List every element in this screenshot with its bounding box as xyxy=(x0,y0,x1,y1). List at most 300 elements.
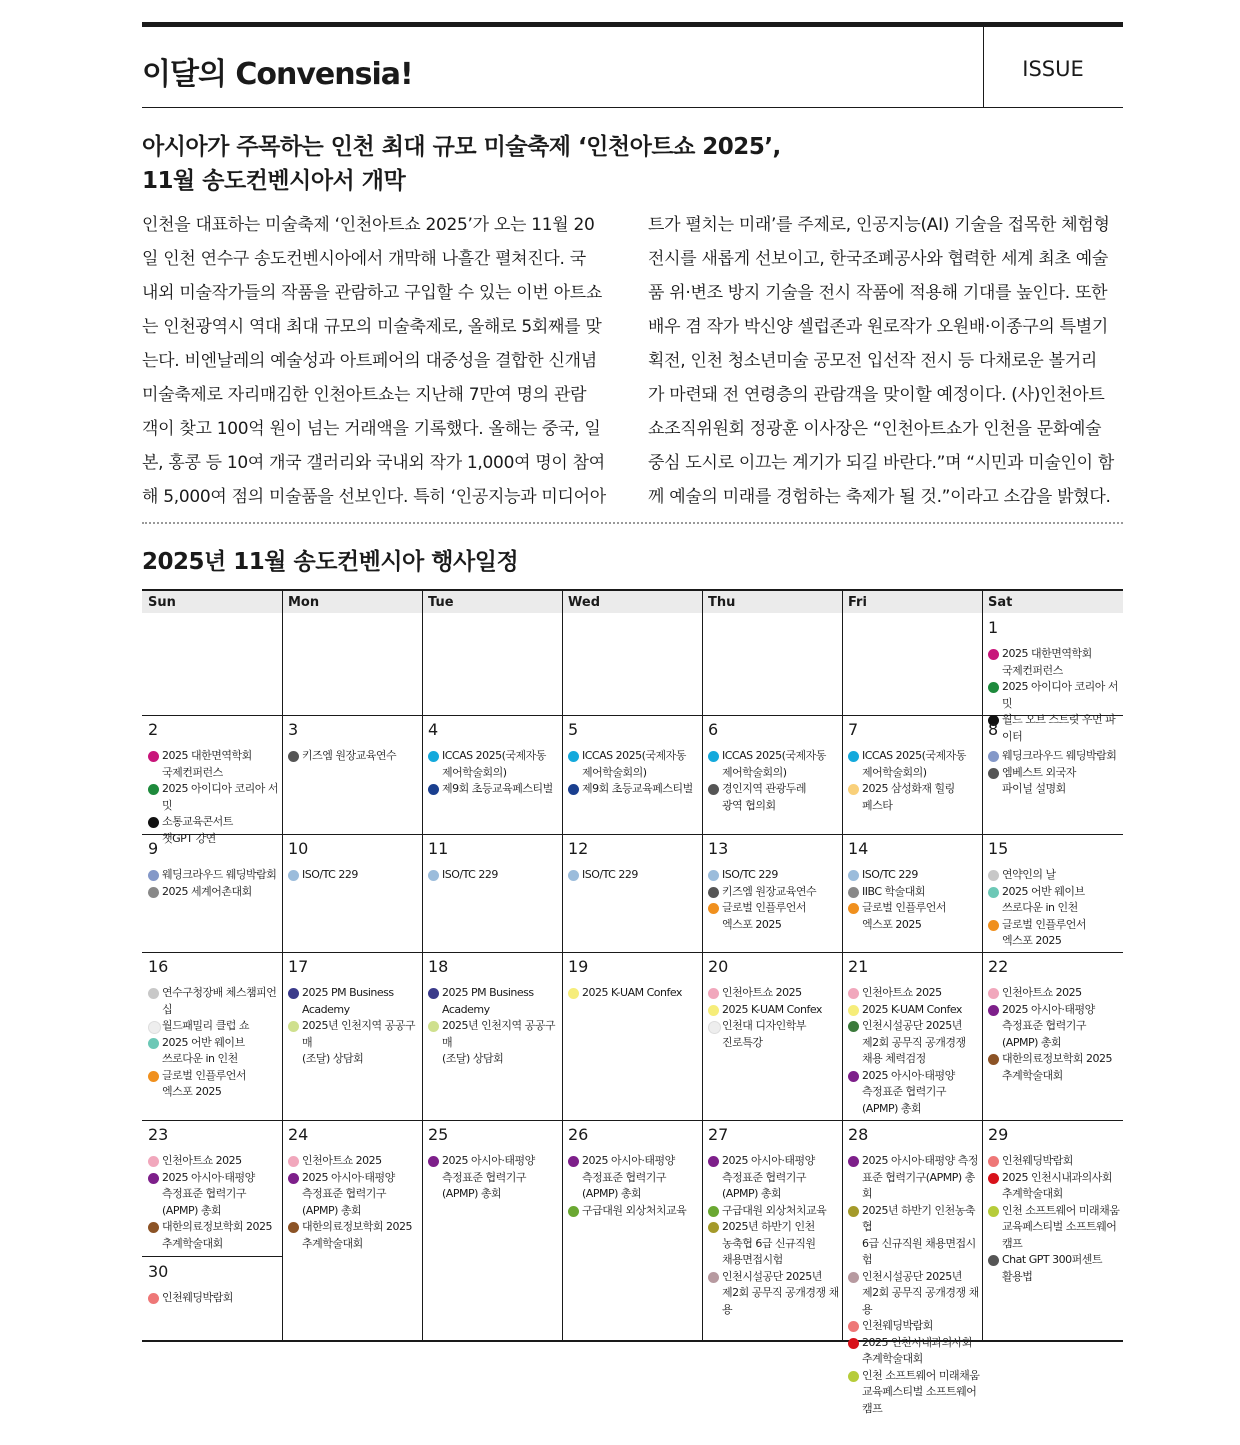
calendar-event[interactable] xyxy=(848,985,982,1002)
day-number: 3 xyxy=(288,720,299,739)
calendar-event[interactable] xyxy=(428,1153,562,1203)
calendar-event[interactable] xyxy=(988,748,1122,765)
calendar-event[interactable] xyxy=(988,1252,1122,1285)
event-color-dot-icon xyxy=(148,817,159,828)
event-color-dot-icon xyxy=(148,1021,161,1034)
day-number: 27 xyxy=(708,1125,729,1144)
event-color-dot-icon xyxy=(288,870,299,881)
event-color-dot-icon xyxy=(288,988,299,999)
article-headline xyxy=(142,130,1123,198)
event-color-dot-icon xyxy=(848,887,859,898)
article-line: 획전, 인천 청소년미술 공모전 입선작 전시 등 다채로운 볼거리 xyxy=(648,351,1097,371)
event-color-dot-icon xyxy=(708,870,719,881)
event-color-dot-icon xyxy=(988,887,999,898)
calendar-event[interactable] xyxy=(148,1018,282,1035)
calendar-event[interactable] xyxy=(708,884,842,901)
weekday-header-tue: Tue xyxy=(422,591,562,613)
event-label: 글로벌 인플루언서 엑스포 2025 xyxy=(162,1068,247,1098)
calendar-event[interactable] xyxy=(988,1203,1122,1253)
event-label: 인천시설공단 2025년 제2회 공무직 공개경쟁 채용 체력검정 xyxy=(862,1019,966,1065)
article-line: 는 인천광역시 역대 최대 규모의 미술축제로, 올해로 5회째를 맞 xyxy=(142,317,602,337)
event-label: 글로벌 인플루언서 엑스포 2025 xyxy=(722,901,807,931)
event-color-dot-icon xyxy=(148,1071,159,1082)
calendar-event[interactable] xyxy=(708,867,842,884)
calendar-event[interactable] xyxy=(148,1219,282,1252)
calendar-event[interactable] xyxy=(848,1368,982,1418)
event-color-dot-icon xyxy=(428,1156,439,1167)
article-line: 인천을 대표하는 미술축제 ‘인천아트쇼 2025’가 오는 11월 20 xyxy=(142,215,595,235)
event-label: 인천아트쇼 2025 xyxy=(862,986,942,999)
weekday-header-thu: Thu xyxy=(702,591,842,613)
event-label: 2025 대한면역학회 국제컨퍼런스 xyxy=(162,749,252,779)
event-color-dot-icon xyxy=(988,1173,999,1184)
calendar-event[interactable] xyxy=(288,1170,422,1220)
article-line: 전시를 새롭게 선보이고, 한국조폐공사와 협력한 세계 최초 예술 xyxy=(648,249,1109,269)
calendar-event[interactable] xyxy=(708,1153,842,1203)
event-color-dot-icon xyxy=(988,870,999,881)
event-label: 2025 아시아·태평양 측정표준 협력기구 (APMP) 총회 xyxy=(162,1170,255,1217)
day-number: 8 xyxy=(988,720,999,739)
day-number: 18 xyxy=(428,957,449,976)
event-color-dot-icon xyxy=(848,1321,859,1332)
calendar-day-2[interactable] xyxy=(142,715,282,847)
article-line: 해 5,000여 점의 미술품을 선보인다. 특히 ‘인공지능과 미디어아 xyxy=(142,487,606,507)
event-color-dot-icon xyxy=(988,1206,999,1217)
calendar-event[interactable] xyxy=(148,1153,282,1170)
day-number: 2 xyxy=(148,720,159,739)
event-color-dot-icon xyxy=(148,784,159,795)
event-color-dot-icon xyxy=(708,887,719,898)
event-label: 키즈엠 원장교육연수 xyxy=(302,749,397,762)
event-color-dot-icon xyxy=(848,870,859,881)
calendar-event[interactable] xyxy=(848,900,982,933)
calendar-event[interactable] xyxy=(848,1318,982,1335)
calendar-event[interactable] xyxy=(428,781,562,798)
event-color-dot-icon xyxy=(148,1222,159,1233)
event-color-dot-icon xyxy=(848,751,859,762)
calendar-event[interactable] xyxy=(568,781,702,798)
event-label: 2025 아시아·태평양 측정표준 협력기구 (APMP) 총회 xyxy=(722,1154,815,1200)
day-number: 19 xyxy=(568,957,589,976)
calendar-day-27[interactable] xyxy=(702,1120,842,1318)
article-line: 중심 도시로 이끄는 계기가 되길 바란다.”며 “시민과 미술인이 함 xyxy=(648,453,1114,473)
calendar-event[interactable] xyxy=(708,781,842,814)
event-label: 제9회 초등교육페스티벌 xyxy=(582,782,693,795)
event-label: 소통교육콘서트 챗GPT 강연 xyxy=(162,815,233,845)
event-label: 인천아트쇼 2025 xyxy=(302,1154,382,1167)
calendar-day-4[interactable] xyxy=(422,715,562,798)
event-label: 구급대원 외상처치교육 xyxy=(582,1203,687,1217)
event-color-dot-icon xyxy=(148,1156,159,1167)
event-label: 2025 K-UAM Confex xyxy=(582,986,682,999)
event-label: 제9회 초등교육페스티벌 xyxy=(442,782,553,795)
calendar-event[interactable] xyxy=(148,1068,282,1101)
calendar-event[interactable] xyxy=(148,884,282,901)
calendar-day-13[interactable] xyxy=(702,834,842,933)
article-line: 객이 찾고 100억 원이 넘는 거래액을 기록했다. 올해는 중국, 일 xyxy=(142,419,601,439)
calendar-event[interactable] xyxy=(148,1170,282,1220)
article-column-2 xyxy=(648,208,1123,514)
article-line: 께 예술의 미래를 경험하는 축제가 될 것.”이라고 소감을 밝혔다. xyxy=(648,487,1111,507)
calendar-event[interactable] xyxy=(988,884,1122,917)
calendar-event[interactable] xyxy=(848,884,982,901)
calendar-event[interactable] xyxy=(848,1068,982,1118)
dotted-divider xyxy=(142,522,1123,524)
calendar-event[interactable] xyxy=(148,867,282,884)
event-color-dot-icon xyxy=(848,903,859,914)
day-number: 29 xyxy=(988,1125,1009,1144)
calendar-event[interactable] xyxy=(708,900,842,933)
event-label: 2025 K-UAM Confex xyxy=(862,1002,962,1016)
event-label: 2025년 하반기 인천 농축협 6급 신규직원 채용면접시험 xyxy=(722,1220,816,1266)
event-color-dot-icon xyxy=(848,1005,859,1016)
event-label: 2025 어반 웨이브 쓰로다운 in 인천 xyxy=(1002,884,1085,914)
event-color-dot-icon xyxy=(428,1021,439,1032)
article-line: 품 위·변조 방지 기술을 전시 작품에 적용해 기대를 높인다. 또한 xyxy=(648,283,1108,303)
calendar-event[interactable] xyxy=(288,867,422,884)
day-number: 28 xyxy=(848,1125,869,1144)
event-color-dot-icon xyxy=(428,870,439,881)
event-color-dot-icon xyxy=(848,1272,859,1283)
event-color-dot-icon xyxy=(708,784,719,795)
event-label: 인천시설공단 2025년 제2회 공무직 공개경쟁 채용 xyxy=(862,1269,979,1316)
event-label: 엠베스트 외국자 파이널 설명회 xyxy=(1002,765,1076,795)
event-color-dot-icon xyxy=(148,1293,159,1304)
calendar-event[interactable] xyxy=(428,985,562,1018)
article-line: 미술축제로 자리매김한 인천아트쇼는 지난해 7만여 명의 관람 xyxy=(142,385,587,405)
calendar-day-24[interactable] xyxy=(282,1120,422,1252)
day-number: 23 xyxy=(148,1125,169,1144)
event-label: 웨딩크라우드 웨딩박람회 xyxy=(162,868,277,881)
event-label: ISO/TC 229 xyxy=(302,868,358,881)
event-label: 2025 아시아·태평양 측정표준 협력기구 (APMP) 총회 xyxy=(442,1154,535,1200)
calendar-day-29[interactable] xyxy=(982,1120,1122,1285)
event-color-dot-icon xyxy=(988,1054,999,1065)
event-calendar xyxy=(142,589,1123,1415)
calendar-event[interactable] xyxy=(848,1153,982,1203)
calendar-event[interactable] xyxy=(848,1335,982,1368)
day-number: 22 xyxy=(988,957,1009,976)
calendar-day-9[interactable] xyxy=(142,834,282,900)
event-label: 웨딩크라우드 웨딩박람회 xyxy=(1002,749,1117,762)
calendar-event[interactable] xyxy=(988,867,1122,884)
calendar-day-3[interactable] xyxy=(282,715,422,765)
calendar-event[interactable] xyxy=(568,867,702,884)
calendar-event[interactable] xyxy=(988,1002,1122,1052)
event-color-dot-icon xyxy=(848,1371,859,1382)
event-color-dot-icon xyxy=(988,682,999,693)
article-line: 일 인천 연수구 송도컨벤시아에서 개막해 나흘간 펼쳐진다. 국 xyxy=(142,249,586,269)
page-title: 이달의 Convensia! xyxy=(142,57,413,92)
calendar-event[interactable] xyxy=(708,1269,842,1319)
calendar-day-25[interactable] xyxy=(422,1120,562,1203)
event-label: 2025 어반 웨이브 쓰로다운 in 인천 xyxy=(162,1035,245,1065)
event-label: ISO/TC 229 xyxy=(722,868,778,881)
day-number: 4 xyxy=(428,720,439,739)
article-line: 는다. 비엔날레의 예술성과 아트페어의 대중성을 결합한 신개념 xyxy=(142,351,597,371)
event-label: 인천아트쇼 2025 xyxy=(1002,986,1082,999)
article-line: 본, 홍콩 등 10여 개국 갤러리와 국내외 작가 1,000여 명이 참여 xyxy=(142,453,605,473)
calendar-day-17[interactable] xyxy=(282,952,422,1068)
event-color-dot-icon xyxy=(708,988,719,999)
event-label: 2025 아시아·태평양 측정표준 협력기구 (APMP) 총회 xyxy=(302,1170,395,1217)
article-line: 배우 겸 작가 박신양 셀럽존과 원로작가 오원배·이종구의 특별기 xyxy=(648,317,1109,337)
day-number: 30 xyxy=(148,1262,169,1281)
event-label: 글로벌 인플루언서 엑스포 2025 xyxy=(862,901,947,931)
day-number: 9 xyxy=(148,839,159,858)
calendar-event[interactable] xyxy=(708,1219,842,1269)
event-color-dot-icon xyxy=(288,751,299,762)
calendar-event[interactable] xyxy=(708,1203,842,1220)
event-label: 2025 인천시내과의사회 추계학술대회 xyxy=(1002,1170,1112,1200)
event-label: 연약인의 날 xyxy=(1002,868,1056,881)
calendar-day-7[interactable] xyxy=(842,715,982,814)
weekday-header-sun: Sun xyxy=(142,591,282,613)
event-label: ISO/TC 229 xyxy=(442,868,498,881)
calendar-event[interactable] xyxy=(988,1170,1122,1203)
calendar-event[interactable] xyxy=(148,1035,282,1068)
event-label: 인천 소프트웨어 미래채움 교육페스티벌 소프트웨어 캠프 xyxy=(1002,1203,1120,1250)
event-label: ISO/TC 229 xyxy=(862,868,918,881)
event-label: 인천시설공단 2025년 제2회 공무직 공개경쟁 채용 xyxy=(722,1269,839,1316)
calendar-event[interactable] xyxy=(568,1203,702,1220)
article-line: 내외 미술작가들의 작품을 관람하고 구입할 수 있는 이번 아트쇼 xyxy=(142,283,603,303)
day-number: 5 xyxy=(568,720,579,739)
calendar-day-5[interactable] xyxy=(562,715,702,798)
event-color-dot-icon xyxy=(848,1071,859,1082)
day-number: 26 xyxy=(568,1125,589,1144)
event-color-dot-icon xyxy=(708,1005,719,1016)
calendar-event[interactable] xyxy=(148,1290,282,1307)
calendar-event[interactable] xyxy=(568,748,702,781)
event-color-dot-icon xyxy=(148,751,159,762)
calendar-day-15[interactable] xyxy=(982,834,1122,950)
event-label: 2025 아시아·태평양 측정표준 협력기구 (APMP) 총회 xyxy=(862,1068,955,1115)
calendar-event[interactable] xyxy=(428,748,562,781)
calendar-day-19[interactable] xyxy=(562,952,702,1002)
event-color-dot-icon xyxy=(428,988,439,999)
calendar-event[interactable] xyxy=(568,1153,702,1203)
event-color-dot-icon xyxy=(848,1338,859,1349)
weekday-header-mon: Mon xyxy=(282,591,422,613)
calendar-event[interactable] xyxy=(288,748,422,765)
calendar-event[interactable] xyxy=(848,1018,982,1068)
event-label: 키즈엠 원장교육연수 xyxy=(722,884,817,898)
event-color-dot-icon xyxy=(148,1173,159,1184)
event-label: Chat GPT 300퍼센트 활용법 xyxy=(1002,1253,1102,1283)
event-label: 2025 세계어촌대회 xyxy=(162,884,252,898)
event-color-dot-icon xyxy=(288,1021,299,1032)
event-label: 인천아트쇼 2025 xyxy=(162,1154,242,1167)
day-number: 14 xyxy=(848,839,869,858)
weekday-header-fri: Fri xyxy=(842,591,982,613)
calendar-day-21[interactable] xyxy=(842,952,982,1117)
calendar-event[interactable] xyxy=(148,781,282,814)
event-color-dot-icon xyxy=(988,649,999,660)
event-color-dot-icon xyxy=(288,1156,299,1167)
event-color-dot-icon xyxy=(708,1206,719,1217)
calendar-day-14[interactable] xyxy=(842,834,982,933)
calendar-day-6[interactable] xyxy=(702,715,842,814)
event-label: 2025 K-UAM Confex xyxy=(722,1002,822,1016)
calendar-day-10[interactable] xyxy=(282,834,422,884)
event-label: 2025 아시아·태평양 측정 표준 협력기구(APMP) 총회 xyxy=(862,1154,978,1200)
article-line: 트가 펼치는 미래’를 주제로, 인공지능(AI) 기술을 접목한 체험형 xyxy=(648,215,1110,235)
day-number: 24 xyxy=(288,1125,309,1144)
event-label: 구급대원 외상처치교육 xyxy=(722,1203,827,1217)
event-label: 연수구청장배 체스챔피언십 xyxy=(162,986,277,1016)
event-color-dot-icon xyxy=(568,870,579,881)
day-number: 12 xyxy=(568,839,589,858)
event-color-dot-icon xyxy=(988,1005,999,1016)
event-color-dot-icon xyxy=(148,887,159,898)
event-color-dot-icon xyxy=(988,1156,999,1167)
event-color-dot-icon xyxy=(848,1206,859,1217)
day-number: 16 xyxy=(148,957,169,976)
event-label: 인천웨딩박람회 xyxy=(1002,1154,1073,1167)
calendar-event[interactable] xyxy=(988,1051,1122,1084)
event-color-dot-icon xyxy=(428,751,439,762)
event-color-dot-icon xyxy=(988,988,999,999)
calendar-event[interactable] xyxy=(148,748,282,781)
event-color-dot-icon xyxy=(848,1156,859,1167)
day-number: 15 xyxy=(988,839,1009,858)
event-label: 인천웨딩박람회 xyxy=(162,1291,233,1304)
event-color-dot-icon xyxy=(568,988,579,999)
weekday-header-sat: Sat xyxy=(982,591,1123,613)
event-label: 월드 오브 스트릿 우먼 파이터 xyxy=(1002,713,1116,743)
article-column-1 xyxy=(142,208,617,514)
calendar-event[interactable] xyxy=(848,1269,982,1319)
calendar-day-18[interactable] xyxy=(422,952,562,1068)
calendar-day-26[interactable] xyxy=(562,1120,702,1219)
event-label: 2025 인천시내과의사회 추계학술대회 xyxy=(862,1335,972,1365)
event-label: 2025 아시아·태평양 측정표준 협력기구 (APMP) 총회 xyxy=(1002,1002,1095,1049)
event-label: 2025 PM Business Academy xyxy=(302,986,394,1016)
calendar-event[interactable] xyxy=(988,985,1122,1002)
event-label: 글로벌 인플루언서 엑스포 2025 xyxy=(1002,917,1087,947)
calendar-day-23[interactable] xyxy=(142,1120,282,1252)
event-label: 인천대 디자인학부 진로특강 xyxy=(722,1019,807,1049)
calendar-day-12[interactable] xyxy=(562,834,702,884)
header xyxy=(142,27,1123,108)
event-label: 경인지역 관광두레 광역 협의회 xyxy=(722,782,807,812)
event-label: ICCAS 2025(국제자동 제어학술회의) xyxy=(582,749,686,779)
calendar-event[interactable] xyxy=(708,1018,842,1051)
calendar-event[interactable] xyxy=(848,1203,982,1269)
calendar-day-22[interactable] xyxy=(982,952,1122,1084)
calendar-event[interactable] xyxy=(568,985,702,1002)
event-color-dot-icon xyxy=(708,1156,719,1167)
event-label: 2025 아이디아 코리아 서밋 xyxy=(162,782,278,812)
weekday-header-wed: Wed xyxy=(562,591,702,613)
event-label: 인천아트쇼 2025 xyxy=(722,986,802,999)
day-number: 25 xyxy=(428,1125,449,1144)
calendar-event[interactable] xyxy=(988,646,1122,679)
calendar-event[interactable] xyxy=(428,1018,562,1068)
schedule-title: 2025년 11월 송도컨벤시아 행사일정 xyxy=(142,549,519,575)
event-color-dot-icon xyxy=(988,751,999,762)
event-label: ICCAS 2025(국제자동 제어학술회의) xyxy=(862,749,966,779)
event-color-dot-icon xyxy=(708,751,719,762)
event-label: 월드패밀리 클럽 쇼 xyxy=(162,1019,250,1032)
day-number: 13 xyxy=(708,839,729,858)
event-color-dot-icon xyxy=(988,1255,999,1266)
calendar-event[interactable] xyxy=(148,985,282,1018)
event-color-dot-icon xyxy=(148,1038,159,1049)
event-label: 2025 아시아·태평양 측정표준 협력기구 (APMP) 총회 xyxy=(582,1154,675,1200)
event-color-dot-icon xyxy=(708,1272,719,1283)
event-color-dot-icon xyxy=(848,988,859,999)
event-color-dot-icon xyxy=(568,784,579,795)
calendar-event[interactable] xyxy=(988,679,1122,712)
event-color-dot-icon xyxy=(848,1021,859,1032)
calendar-day-30[interactable] xyxy=(142,1257,282,1307)
event-label: 대한의료정보학회 2025 추계학술대회 xyxy=(162,1220,272,1250)
event-color-dot-icon xyxy=(568,1206,579,1217)
event-color-dot-icon xyxy=(428,784,439,795)
day-number: 21 xyxy=(848,957,869,976)
event-label: IIBC 학술대회 xyxy=(862,884,926,898)
day-number: 11 xyxy=(428,839,449,858)
day-number: 10 xyxy=(288,839,309,858)
calendar-event[interactable] xyxy=(288,985,422,1018)
calendar-day-16[interactable] xyxy=(142,952,282,1101)
event-color-dot-icon xyxy=(708,903,719,914)
calendar-event[interactable] xyxy=(848,1002,982,1019)
calendar-event[interactable] xyxy=(988,917,1122,950)
event-color-dot-icon xyxy=(848,784,859,795)
headline-line: 아시아가 주목하는 인천 최대 규모 미술축제 ‘인천아트쇼 2025’, xyxy=(142,134,781,160)
event-label: 2025년 인천지역 공공구매 (조달) 상담회 xyxy=(302,1019,415,1065)
calendar-event[interactable] xyxy=(708,1002,842,1019)
calendar-day-28[interactable] xyxy=(842,1120,982,1417)
event-color-dot-icon xyxy=(148,870,159,881)
calendar-event[interactable] xyxy=(288,1219,422,1252)
day-number: 1 xyxy=(988,618,999,637)
calendar-event[interactable] xyxy=(848,748,982,781)
event-color-dot-icon xyxy=(148,988,159,999)
calendar-event[interactable] xyxy=(988,1153,1122,1170)
article-line: 가 마련돼 전 연령층의 관람객을 맞이할 예정이다. (사)인천아트 xyxy=(648,385,1105,405)
calendar-event[interactable] xyxy=(848,781,982,814)
event-label: 2025 아이디아 코리아 서밋 xyxy=(1002,680,1118,710)
calendar-day-8[interactable] xyxy=(982,715,1122,798)
calendar-event[interactable] xyxy=(288,1153,422,1170)
event-label: 대한의료정보학회 2025 추계학술대회 xyxy=(302,1220,412,1250)
event-color-dot-icon xyxy=(568,1156,579,1167)
calendar-event[interactable] xyxy=(988,765,1122,798)
event-label: 2025 대한면역학회 국제컨퍼런스 xyxy=(1002,647,1092,677)
event-label: 2025년 하반기 인천농축협 6급 신규직원 채용면접시험 xyxy=(862,1203,976,1266)
calendar-event[interactable] xyxy=(288,1018,422,1068)
event-label: 대한의료정보학회 2025 추계학술대회 xyxy=(1002,1052,1112,1082)
article-line: 쇼조직위원회 정광훈 이사장은 “인천아트쇼가 인천을 문화예술 xyxy=(648,419,1102,439)
day-number: 7 xyxy=(848,720,859,739)
calendar-event[interactable] xyxy=(848,867,982,884)
calendar-event[interactable] xyxy=(708,985,842,1002)
event-label: 2025 PM Business Academy xyxy=(442,986,534,1016)
calendar-day-20[interactable] xyxy=(702,952,842,1051)
event-label: 인천웨딩박람회 xyxy=(862,1319,933,1332)
event-label: ISO/TC 229 xyxy=(582,868,638,881)
event-color-dot-icon xyxy=(288,1222,299,1233)
calendar-day-11[interactable] xyxy=(422,834,562,884)
event-color-dot-icon xyxy=(568,751,579,762)
event-color-dot-icon xyxy=(288,1173,299,1184)
calendar-event[interactable] xyxy=(708,748,842,781)
calendar-event[interactable] xyxy=(428,867,562,884)
